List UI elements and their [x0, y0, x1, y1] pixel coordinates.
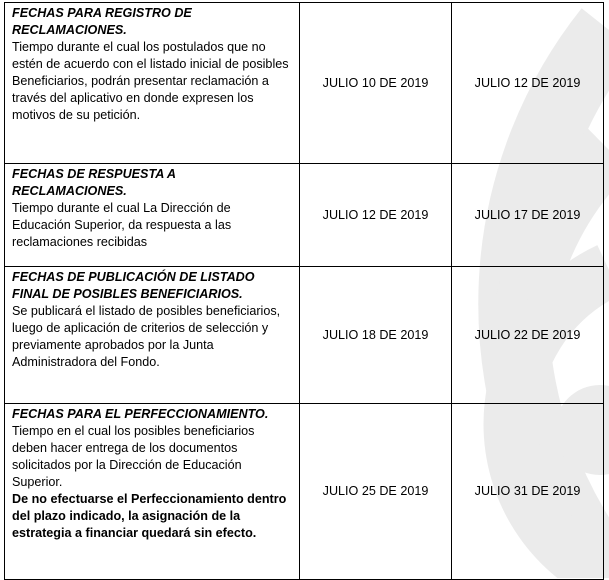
- end-date: JULIO 12 DE 2019: [452, 3, 604, 164]
- row-heading: FECHAS DE PUBLICACIÓN DE LISTADO FINAL DE POSIBLES BENEFICIARIOS.: [12, 270, 255, 301]
- description-cell: [5, 404, 300, 580]
- end-date: JULIO 31 DE 2019: [452, 404, 604, 580]
- row-description: Tiempo durante el cual los postulados que no estén de acuerdo con el listado inicial de posibles Beneficiarios, podrán presentar reclamación a través del aplicativo en donde expresen los motivos de su petición.: [12, 40, 289, 122]
- row-description: Tiempo durante el cual La Dirección de Educación Superior, da respuesta a las reclamaciones recibidas: [12, 201, 232, 249]
- table-row: [5, 267, 604, 404]
- row-heading: FECHAS PARA EL PERFECCIONAMIENTO.: [12, 407, 269, 421]
- table-row: [5, 3, 604, 164]
- start-date: JULIO 18 DE 2019: [300, 267, 452, 404]
- row-description: Se publicará el listado de posibles beneficiarios, luego de aplicación de criterios de selección y previamente aprobados por la Junta Administradora del Fondo.: [12, 304, 281, 369]
- table-row: [5, 164, 604, 267]
- description-cell: [5, 267, 300, 404]
- schedule-table: [4, 2, 604, 580]
- description-cell: [5, 3, 300, 164]
- table-row: [5, 404, 604, 580]
- end-date: JULIO 22 DE 2019: [452, 267, 604, 404]
- start-date: JULIO 25 DE 2019: [300, 404, 452, 580]
- start-date: JULIO 12 DE 2019: [300, 164, 452, 267]
- description-cell: [5, 164, 300, 267]
- row-heading: FECHAS DE RESPUESTA A RECLAMACIONES.: [12, 167, 176, 198]
- row-note: De no efectuarse el Perfeccionamiento dentro del plazo indicado, la asignación de la estrategia a financiar quedará sin efecto.: [12, 492, 287, 540]
- row-heading: FECHAS PARA REGISTRO DE RECLAMACIONES.: [12, 6, 192, 37]
- row-description: Tiempo en el cual los posibles beneficiarios deben hacer entrega de los documentos solicitados por la Dirección de Educación Superior.: [12, 424, 255, 489]
- start-date: JULIO 10 DE 2019: [300, 3, 452, 164]
- end-date: JULIO 17 DE 2019: [452, 164, 604, 267]
